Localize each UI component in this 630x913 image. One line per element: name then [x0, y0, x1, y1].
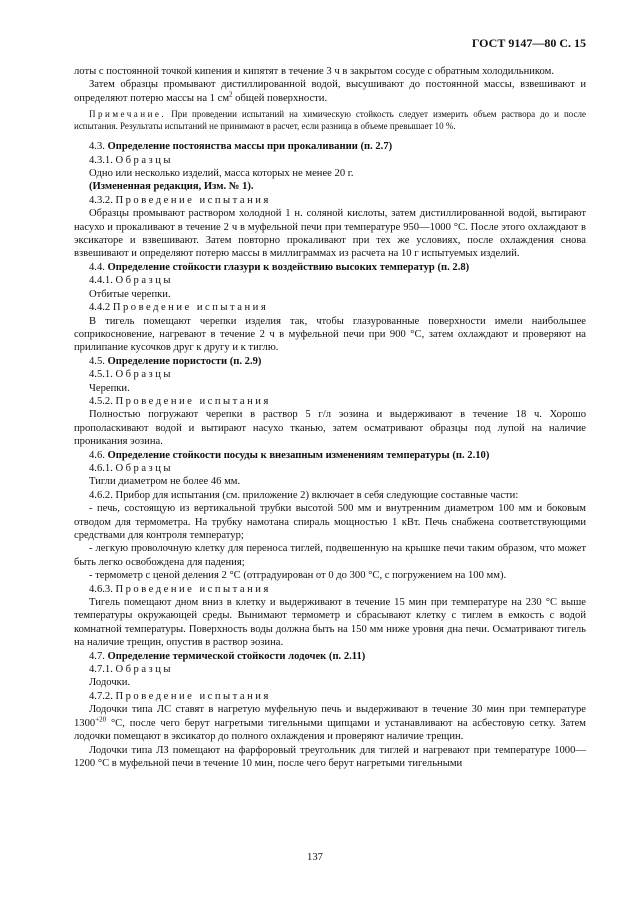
section-number: 4.6.3. — [89, 583, 116, 595]
list-item-cage: - легкую проволочную клетку для переноса тиглей, подвешенную на крышке печи таким образом, что может быть легко освобождена для падения; — [74, 543, 586, 568]
section-title: Образцы — [115, 275, 173, 287]
paragraph-rinse — [74, 78, 586, 105]
section-4-7-2-text-2: Лодочки типа ЛЗ помещают на фарфоровый треугольник для тиглей и нагревают при температуре 1000—1200 °С в муфельной печи в течение 10 мин, после чего берут нагретыми тигельными — [74, 744, 586, 769]
section-title: Определение термической стойкости лодочек (п. 2.11) — [107, 650, 366, 662]
section-4-5-heading — [74, 355, 586, 368]
section-4-5-1-heading — [74, 368, 586, 381]
section-title: Определение пористости (п. 2.9) — [107, 355, 262, 367]
section-4-3-2-heading — [74, 194, 586, 207]
note-label: Примечание. — [89, 109, 167, 120]
section-number: 4.4.1. — [89, 275, 116, 287]
list-item-thermometer: - термометр с ценой деления 2 °С (отградуирован от 0 до 300 °С, с погружением на 100 мм). — [89, 570, 507, 582]
section-number: 4.7.1. — [89, 664, 116, 676]
section-4-4-heading — [74, 261, 586, 274]
section-number: 4.4.2 — [89, 302, 113, 314]
section-4-4-1-text: Отбитые черепки. — [89, 288, 171, 300]
section-number: 4.7.2. — [89, 690, 116, 702]
section-4-6-1-text: Тигли диаметром не более 46 мм. — [89, 476, 241, 488]
section-4-3-1-text: Одно или несколько изделий, масса которых не менее 20 г. — [89, 168, 354, 180]
amendment-note: (Измененная редакция, Изм. № 1). — [89, 181, 254, 193]
text-span: общей поверхности. — [232, 92, 328, 104]
text-span: Лодочки типа ЛС ставят в нагретую муфельную печь и выдерживают в течение 30 мин при температуре 1300 — [74, 704, 586, 729]
section-title: Определение постоянства массы при прокаливании (п. 2.7) — [107, 141, 393, 153]
section-4-6-1-heading — [74, 462, 586, 475]
section-title: Образцы — [115, 462, 173, 474]
section-number: 4.3.2. — [89, 194, 116, 206]
section-4-7-heading — [74, 650, 586, 663]
section-4-6-3-text: Тигель помещают дном вниз в клетку и выдерживают в течение 15 мин при температуре на 230 °С выше температуры окружающей среды. Вынимают термометр и сбрасывают клетку с тиглем в емкость с водой комнатной температуры. Поверхность воды должна быть на 150 мм ниже уровня дна печи. Осматривают тигель на наличие трещин, опустив в раствор эозина. — [74, 597, 586, 649]
section-number: 4.6. — [89, 449, 108, 461]
section-4-7-1-heading — [74, 663, 586, 676]
superscript: 2 — [229, 90, 233, 99]
section-4-6-heading — [74, 449, 586, 462]
section-number: 4.5.2. — [89, 395, 116, 407]
section-4-5-2-text: Полностью погружают черепки в раствор 5 г/л эозина и выдерживают в течение 18 ч. Хорошо прополаскивают водой и вытирают насухо тканью, затем осматривают образцы под лупой на наличие проникания эозина. — [74, 409, 586, 448]
section-4-4-1-heading — [74, 274, 586, 287]
section-number: 4.5.1. — [89, 369, 116, 381]
section-title: Определение стойкости глазури к воздействию высоких температур (п. 2.8) — [107, 261, 470, 273]
section-title: Образцы — [115, 664, 173, 676]
text-span: Затем образцы промывают дистиллированной водой, высушивают до постоянной массы, взвешивают и определяют потерю массы на 1 см — [74, 79, 586, 104]
section-4-5-2-heading — [74, 395, 586, 408]
section-number: 4.3.1. — [89, 154, 116, 166]
section-4-6-3-heading — [74, 583, 586, 596]
page-number: 137 — [307, 852, 323, 863]
section-title: Проведение испытания — [112, 302, 269, 314]
section-4-4-2-text: В тигель помещают черепки изделия так, чтобы глазурованные поверхности имели наибольшее соприкосновение, нагревают в течение 2 ч в муфельной печи при 900 °С, затем охлаждают и проверяют на прилипание кусочков друг к другу и к тиглю. — [74, 315, 586, 354]
list-item-furnace: - печь, состоящую из вертикальной трубки высотой 500 мм и внутренним диаметром 100 мм и боковым отводом для термометра. На трубку намотана спираль мощностью 1 кВт. Печь снабжена соответствующими средствами для контроля температур; — [74, 503, 586, 541]
note — [74, 109, 586, 132]
document-page — [74, 36, 586, 770]
section-4-6-2-text: 4.6.2. Прибор для испытания (см. приложение 2) включает в себя следующие составные части: — [89, 489, 519, 501]
section-number: 4.3. — [89, 141, 108, 153]
text-span: °С, после чего берут нагретыми тигельными щипцами и устанавливают на асбестовую сетку. Затем лодочки помещают в эксикатор до полного охлаждения и проверяют наличие трещин. — [74, 717, 586, 743]
paragraph-continuation: лоты с постоянной точкой кипения и кипятят в течение 3 ч в закрытом сосуде с обратным холодильником. — [74, 66, 554, 77]
section-4-7-2-text — [74, 703, 586, 743]
section-4-7-1-text: Лодочки. — [89, 677, 131, 689]
section-title: Проведение испытания — [115, 690, 271, 702]
section-title: Образцы — [115, 369, 173, 381]
section-number: 4.6.1. — [89, 462, 116, 474]
section-title: Проведение испытания — [115, 583, 271, 595]
section-title: Образцы — [115, 154, 173, 166]
section-number: 4.4. — [89, 261, 108, 273]
section-4-7-2-heading — [74, 690, 586, 703]
section-number: 4.7. — [89, 650, 108, 662]
section-title: Проведение испытания — [115, 395, 271, 407]
section-4-3-heading — [74, 140, 586, 153]
section-title: Проведение испытания — [115, 194, 271, 206]
superscript: +20 — [95, 715, 107, 724]
section-4-5-1-text: Черепки. — [89, 382, 130, 394]
note-text: При проведении испытаний на химическую стойкость следует измерить объем раствора до и после испытания. Результаты испытаний не принимают в расчет, если разница в объеме превышает 10 %. — [74, 109, 586, 131]
section-4-3-1-heading — [74, 154, 586, 167]
section-4-4-2-heading — [74, 301, 586, 314]
section-title: Определение стойкости посуды к внезапным изменениям температуры (п. 2.10) — [107, 449, 490, 461]
section-number: 4.5. — [89, 355, 108, 367]
section-4-3-2-text: Образцы промывают раствором холодной 1 н. соляной кислоты, затем дистиллированной водой, вытирают насухо и прокаливают в течение 2 ч в муфельной печи при температуре 950—1000 °С. После этого охлаждают в эксикаторе и взвешивают. Затем повторно прокаливают при тех же условиях, после охлаждения снова взвешивают и определяют потерю массы в миллиграммах из расчета на 10 г испытуемых изделий. — [74, 208, 586, 260]
page-header: ГОСТ 9147—80 С. 15 — [471, 36, 586, 50]
